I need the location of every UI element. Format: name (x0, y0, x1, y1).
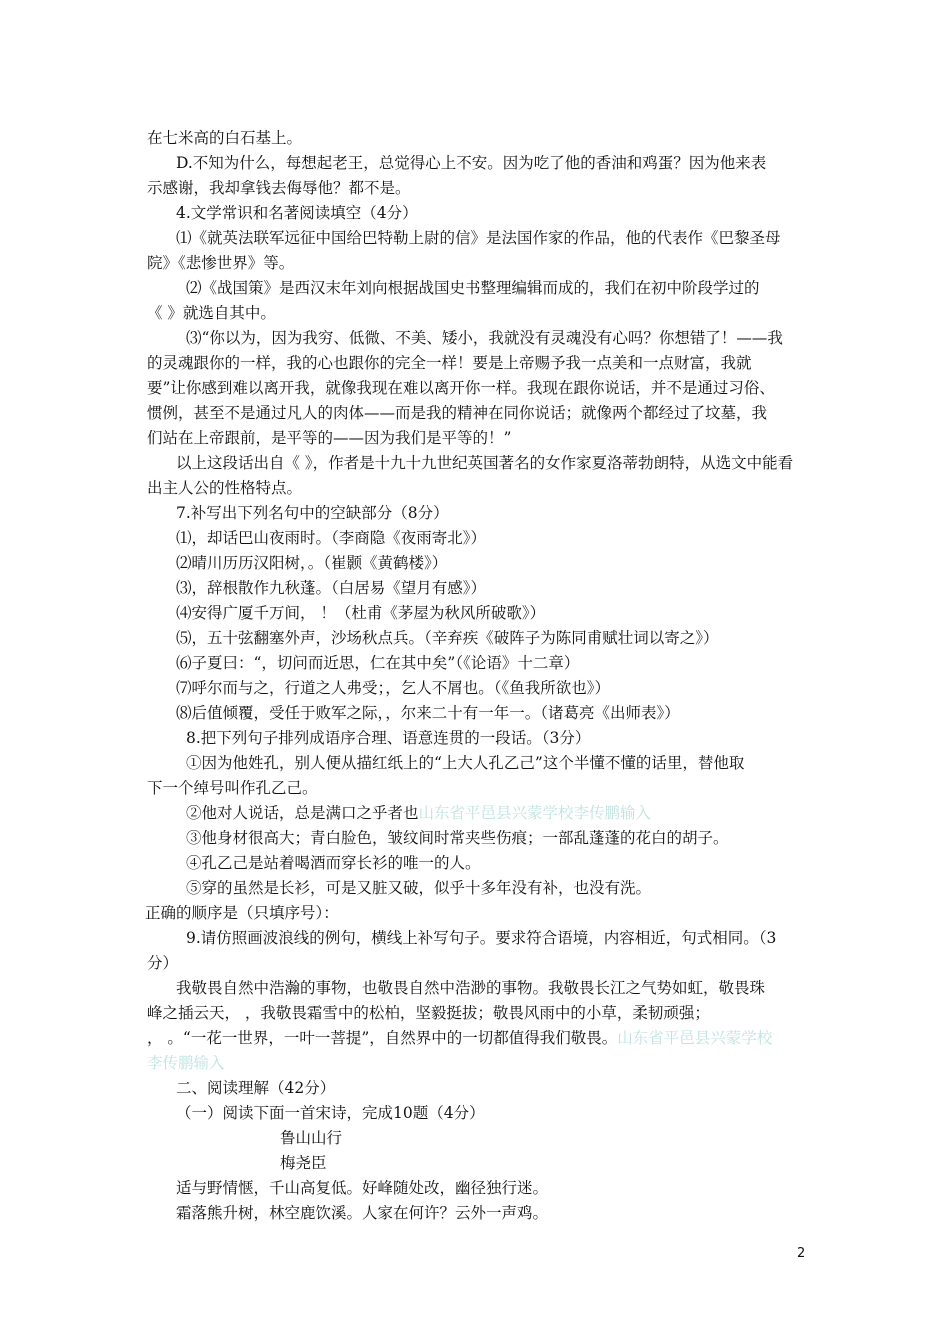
text-line: 院》《悲惨世界》等。 (147, 254, 295, 272)
section-heading: （一）阅读下面一首宋诗，完成10题（4分） (176, 1104, 485, 1122)
text-line (147, 1028, 817, 1048)
section-heading: 二、阅读理解（42分） (176, 1079, 336, 1097)
watermark-text: 山东省平邑县兴蒙学校 (617, 1029, 773, 1047)
section-heading: 8.把下列句子排列成语序合理、语意连贯的一段话。（3分） (186, 729, 591, 747)
text-line: ⑵《战国策》是西汉末年刘向根据战国史书整理编辑而成的，我们在初中阶段学过的 (186, 279, 760, 297)
watermark-line (147, 1053, 817, 1073)
text-line: 我敬畏自然中浩瀚的事物，也敬畏自然中浩渺的事物。我敬畏长江之气势如虹，敬畏珠 (176, 979, 766, 997)
text-line: 的灵魂跟你的一样，我的心也跟你的完全一样！要是上帝赐予我一点美和一点财富，我就 (147, 354, 752, 372)
text-line: ⑻后值倾覆，受任于败军之际，，尔来二十有一年一。（诸葛亮《出师表》） (176, 704, 680, 722)
text-line: 下一个绰号叫作孔乙己。 (147, 779, 318, 797)
text-line: ④孔乙己是站着喝酒而穿长衫的唯一的人。 (186, 854, 481, 872)
text-line: 出主人公的性格特点。 (147, 479, 303, 497)
text-line: D.不知为什么，每想起老王，总觉得心上不安。因为吃了他的香油和鸡蛋？因为他来表 (176, 154, 767, 172)
section-heading: 7.补写出下列名句中的空缺部分（8分） (176, 504, 449, 522)
text-line: ⑸，五十弦翻塞外声，沙场秋点兵。（辛弃疾《破阵子为陈同甫赋壮词以寄之》） (176, 629, 719, 647)
text-line: ⑹子夏曰：“，切问而近思，仁在其中矣”（《论语》十二章） (176, 654, 580, 672)
text-line: ⑴，却话巴山夜雨时。（李商隐《夜雨寄北》） (176, 529, 487, 547)
poem-line: 适与野情惬，千山高复低。好峰随处改，幽径独行迷。 (176, 1179, 549, 1197)
text-line: 们站在上帝跟前，是平等的——因为我们是平等的！” (147, 429, 512, 447)
text-line: ⑷安得广厦千万间， ！（杜甫《茅屋为秋风所破歌》） (176, 604, 546, 622)
text-line (186, 803, 856, 823)
text-line: 要”让你感到难以离开我，就像我现在难以离开你一样。我现在跟你说话，并不是通过习俗、 (147, 379, 775, 397)
text-line: 以上这段话出自《 》，作者是十九十九世纪英国著名的女作家夏洛蒂勃朗特，从选文中能看 (176, 454, 794, 472)
poem-line: 霜落熊升树，林空鹿饮溪。人家在何许？云外一声鸡。 (176, 1204, 549, 1222)
watermark-text: 山东省平邑县兴蒙学校李传鹏输入 (418, 804, 652, 822)
page-number: 2 (797, 1246, 806, 1261)
text-line: 惯例，甚至不是通过凡人的肉体——而是我的精神在同你说话；就像两个都经过了坟墓，我 (147, 404, 768, 422)
text-line: 《 》就选自其中。 (147, 304, 276, 322)
section-heading: 9.请仿照画波浪线的例句，横线上补写句子。要求符合语境，内容相近，句式相同。（3 (186, 929, 777, 947)
text-line: ⑺呼尔而与之，行道之人弗受；，乞人不屑也。（《鱼我所欲也》） (176, 679, 611, 697)
text-line: 在七米高的白石基上。 (147, 129, 303, 147)
sentence-text: ， 。“一花一世界，一叶一菩提”，自然界中的一切都值得我们敬畏。 (147, 1029, 618, 1047)
text-line: ⑤穿的虽然是长衫，可是又脏又破，似乎十多年没有补，也没有洗。 (186, 879, 652, 897)
text-line: ①因为他姓孔，别人便从描红纸上的“上大人孔乙己”这个半懂不懂的话里，替他取 (186, 754, 745, 772)
poem-author: 梅尧臣 (280, 1154, 327, 1172)
text-line: ⑶，辞根散作九秋蓬。（白居易《望月有感》） (176, 579, 487, 597)
text-line: 峰之插云天， ，我敬畏霜雪中的松柏，坚毅挺拔；敬畏风雨中的小草，柔韧顽强； (147, 1004, 710, 1022)
poem-title: 鲁山山行 (280, 1129, 343, 1147)
text-line: ⑶“你以为，因为我穷、低微、不美、矮小，我就没有灵魂没有心吗？你想错了！——我 (186, 329, 783, 347)
sentence-text: ②他对人说话，总是满口之乎者也 (186, 804, 419, 822)
text-line: 示感谢，我却拿钱去侮辱他？都不是。 (147, 179, 411, 197)
text-line: 正确的顺序是（只填序号）： (145, 904, 339, 922)
text-line: ③他身材很高大；青白脸色，皱纹间时常夹些伤痕；一部乱蓬蓬的花白的胡子。 (186, 829, 729, 847)
watermark-text: 李传鹏输入 (147, 1054, 225, 1072)
text-line: ⑵晴川历历汉阳树，。（崔颢《黄鹤楼》） (176, 554, 448, 572)
text-line: 分） (147, 954, 179, 972)
text-line: ⑴《就英法联军远征中国给巴特勒上尉的信》是法国作家的作品，他的代表作《巴黎圣母 (176, 229, 781, 247)
section-heading: 4.文学常识和名著阅读填空（4分） (176, 204, 418, 222)
